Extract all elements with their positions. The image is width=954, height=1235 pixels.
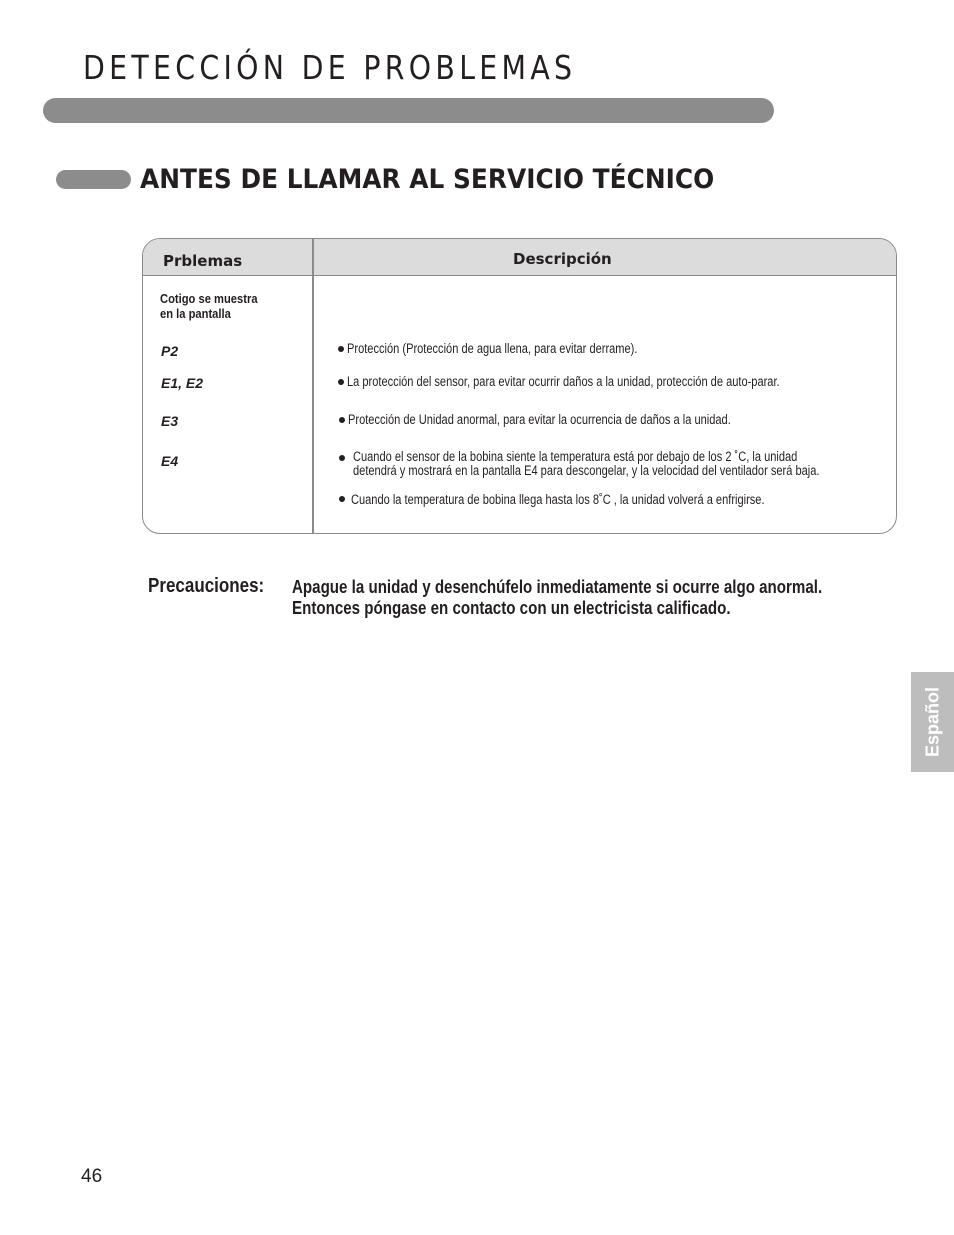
page-number: 46 xyxy=(81,1166,103,1187)
header-description: Descripción xyxy=(513,250,612,268)
description-e4-line-1: Cuando el sensor de la bobina siente la temperatura está por debajo de los 2 ˚C, la unidad xyxy=(353,449,798,464)
error-code-p2: P2 xyxy=(161,343,179,359)
description-e1-e2: La protección del sensor, para evitar ocurrir daños a la unidad, protección de auto-parar. xyxy=(347,374,780,389)
error-code-e1-e2: E1, E2 xyxy=(161,375,204,391)
title-underline-bar xyxy=(43,98,774,123)
description-p2: Protección (Protección de agua llena, para evitar derrame). xyxy=(347,341,638,356)
error-code-e4: E4 xyxy=(161,453,179,469)
table-header xyxy=(143,239,896,276)
error-code-e3: E3 xyxy=(161,413,179,429)
column-divider xyxy=(312,239,314,533)
description-e4-line-2: detendrá y mostrará en la pantalla E4 para descongelar, y la velocidad del ventilador será baja. xyxy=(353,463,820,478)
precautions-text xyxy=(292,577,822,619)
bullet-icon xyxy=(339,417,345,423)
language-tab-label: Español xyxy=(922,686,942,758)
table-intro-text xyxy=(160,291,289,321)
description-e3: Protección de Unidad anormal, para evitar la ocurrencia de daños a la unidad. xyxy=(348,412,731,427)
intro-line-1: Cotigo se muestra xyxy=(160,291,258,306)
header-problems: Prblemas xyxy=(163,252,243,270)
precautions-label: Precauciones: xyxy=(148,575,265,597)
precautions-line-1: Apague la unidad y desenchúfelo inmediatamente si ocurre algo anormal. xyxy=(292,577,823,597)
language-tab xyxy=(911,672,954,772)
bullet-icon xyxy=(338,379,344,385)
page-title: DETECCIÓN DE PROBLEMAS xyxy=(83,48,577,87)
description-e4-extra: Cuando la temperatura de bobina llega hasta los 8˚C , la unidad volverá a enfrigirse. xyxy=(351,492,765,507)
bullet-icon xyxy=(339,496,345,502)
bullet-icon xyxy=(339,455,345,461)
bullet-icon xyxy=(338,346,344,352)
section-title: ANTES DE LLAMAR AL SERVICIO TÉCNICO xyxy=(140,164,715,195)
troubleshooting-table xyxy=(142,238,897,534)
section-marker-pill xyxy=(56,170,131,189)
precautions-line-2: Entonces póngase en contacto con un electricista calificado. xyxy=(292,598,731,618)
intro-line-2: en la pantalla xyxy=(160,306,231,321)
